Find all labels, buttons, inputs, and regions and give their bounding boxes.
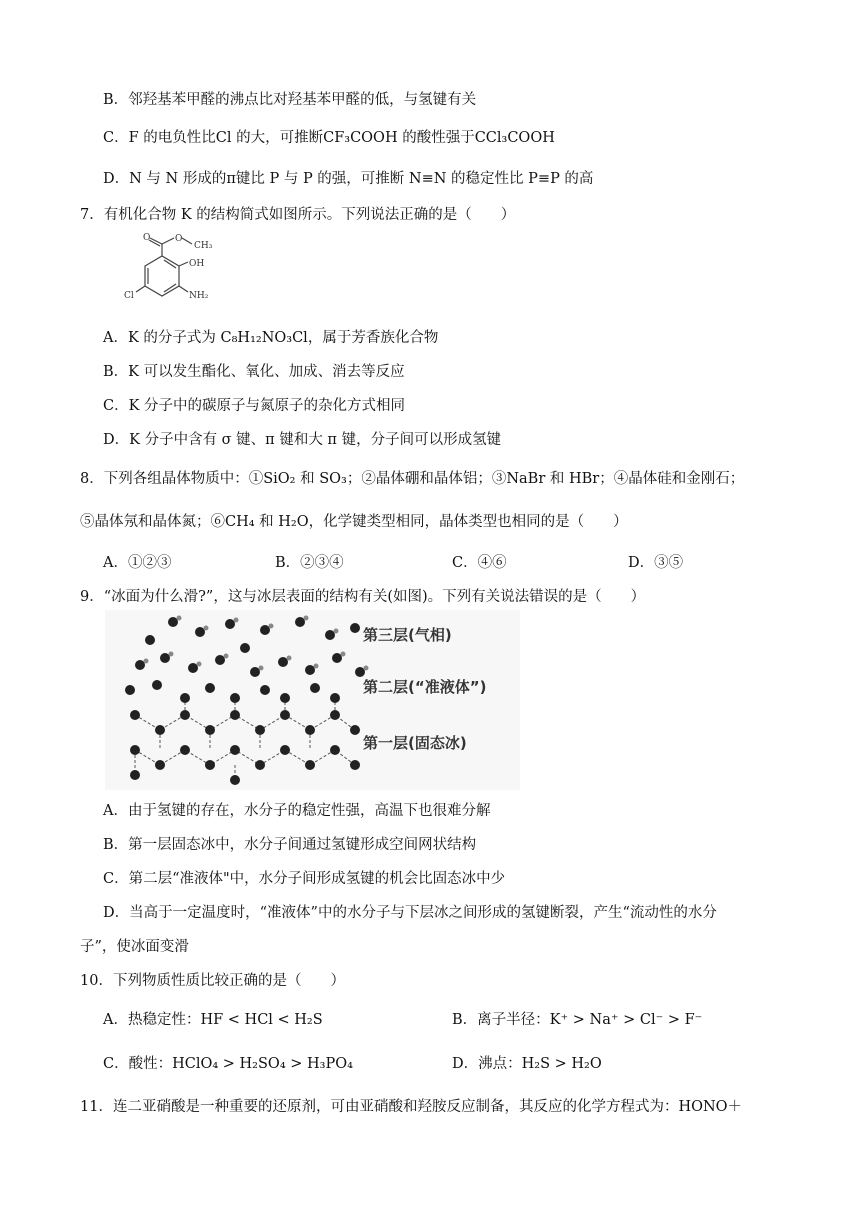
q7-label-o-ester: O — [175, 234, 183, 244]
q9-option-a: A．由于氢键的存在，水分子的稳定性强，高温下也很难分解 — [103, 803, 491, 819]
q9-layer-3-label: 第三层(气相) — [363, 626, 452, 644]
q8-option-d: D．③⑤ — [628, 555, 684, 571]
q7-label-o: O — [143, 233, 151, 243]
q9-ice-structure-figure — [105, 610, 520, 790]
q7-stem: 7．有机化合物 K 的结构简式如图所示。下列说法正确的是（ ） — [80, 207, 516, 223]
q7-label-nh2: NH₂ — [189, 291, 209, 301]
q8-option-a: A．①②③ — [103, 555, 172, 571]
q7-option-d: D．K 分子中含有 σ 键、π 键和大 π 键，分子间可以形成氢键 — [103, 432, 502, 448]
q10-option-d: D．沸点：H₂S > H₂O — [452, 1056, 602, 1072]
q11-stem: 11．连二亚硝酸是一种重要的还原剂，可由亚硝酸和羟胺反应制备，其反应的化学方程式为：HONO＋ — [80, 1099, 743, 1115]
q7-label-cl: Cl — [124, 291, 134, 301]
q7-label-ch3: CH₃ — [194, 241, 213, 251]
q7-option-a: A．K 的分子式为 C₈H₁₂NO₃Cl，属于芳香族化合物 — [103, 330, 439, 346]
q10-stem: 10．下列物质性质比较正确的是（ ） — [80, 973, 345, 989]
q7-label-oh: OH — [189, 259, 205, 269]
q9-stem: 9．“冰面为什么滑?”，这与冰层表面的结构有关(如图)。下列有关说法错误的是（ ） — [80, 589, 646, 605]
q9-option-b: B．第一层固态冰中，水分子间通过氢键形成空间网状结构 — [103, 837, 477, 853]
q8-option-c: C．④⑥ — [452, 555, 507, 571]
q9-layer-1-label: 第一层(固态冰) — [363, 734, 467, 752]
q6-option-c: C．F 的电负性比Cl 的大，可推断CF₃COOH 的酸性强于CCl₃COOH — [103, 130, 555, 146]
q8-stem-line1: 8．下列各组晶体物质中：①SiO₂ 和 SO₃；②晶体硼和晶体铝；③NaBr 和 HBr；④晶体硅和金刚石； — [80, 471, 745, 487]
q7-option-c: C．K 分子中的碳原子与氮原子的杂化方式相同 — [103, 398, 406, 414]
q9-layer-2-label: 第二层(“准液体”) — [363, 678, 487, 696]
q9-option-c: C．第二层“准液体"中，水分子间形成氢键的机会比固态冰中少 — [103, 871, 506, 887]
q10-option-c: C．酸性：HClO₄ > H₂SO₄ > H₃PO₄ — [103, 1056, 353, 1072]
q9-option-d-line2: 子”，使冰面变滑 — [80, 939, 189, 955]
q10-option-b: B．离子半径：K⁺ > Na⁺ > Cl⁻ > F⁻ — [452, 1012, 703, 1028]
q6-option-b: B．邻羟基苯甲醛的沸点比对羟基苯甲醛的低，与氢键有关 — [103, 92, 477, 108]
q6-option-d: D．N 与 N 形成的π键比 P 与 P 的强，可推断 N≡N 的稳定性比 P≡P 的高 — [103, 171, 594, 187]
q7-structure-figure — [100, 226, 230, 318]
q8-option-b: B．②③④ — [275, 555, 344, 571]
q8-stem-line2: ⑤晶体氖和晶体氮；⑥CH₄ 和 H₂O，化学键类型相同，晶体类型也相同的是（ ） — [80, 514, 628, 530]
q10-option-a: A．热稳定性：HF < HCl < H₂S — [103, 1012, 323, 1028]
q9-option-d-line1: D．当高于一定温度时，“准液体”中的水分子与下层冰之间形成的氢键断裂，产生“流动性的水分 — [103, 905, 717, 921]
q7-option-b: B．K 可以发生酯化、氧化、加成、消去等反应 — [103, 364, 405, 380]
